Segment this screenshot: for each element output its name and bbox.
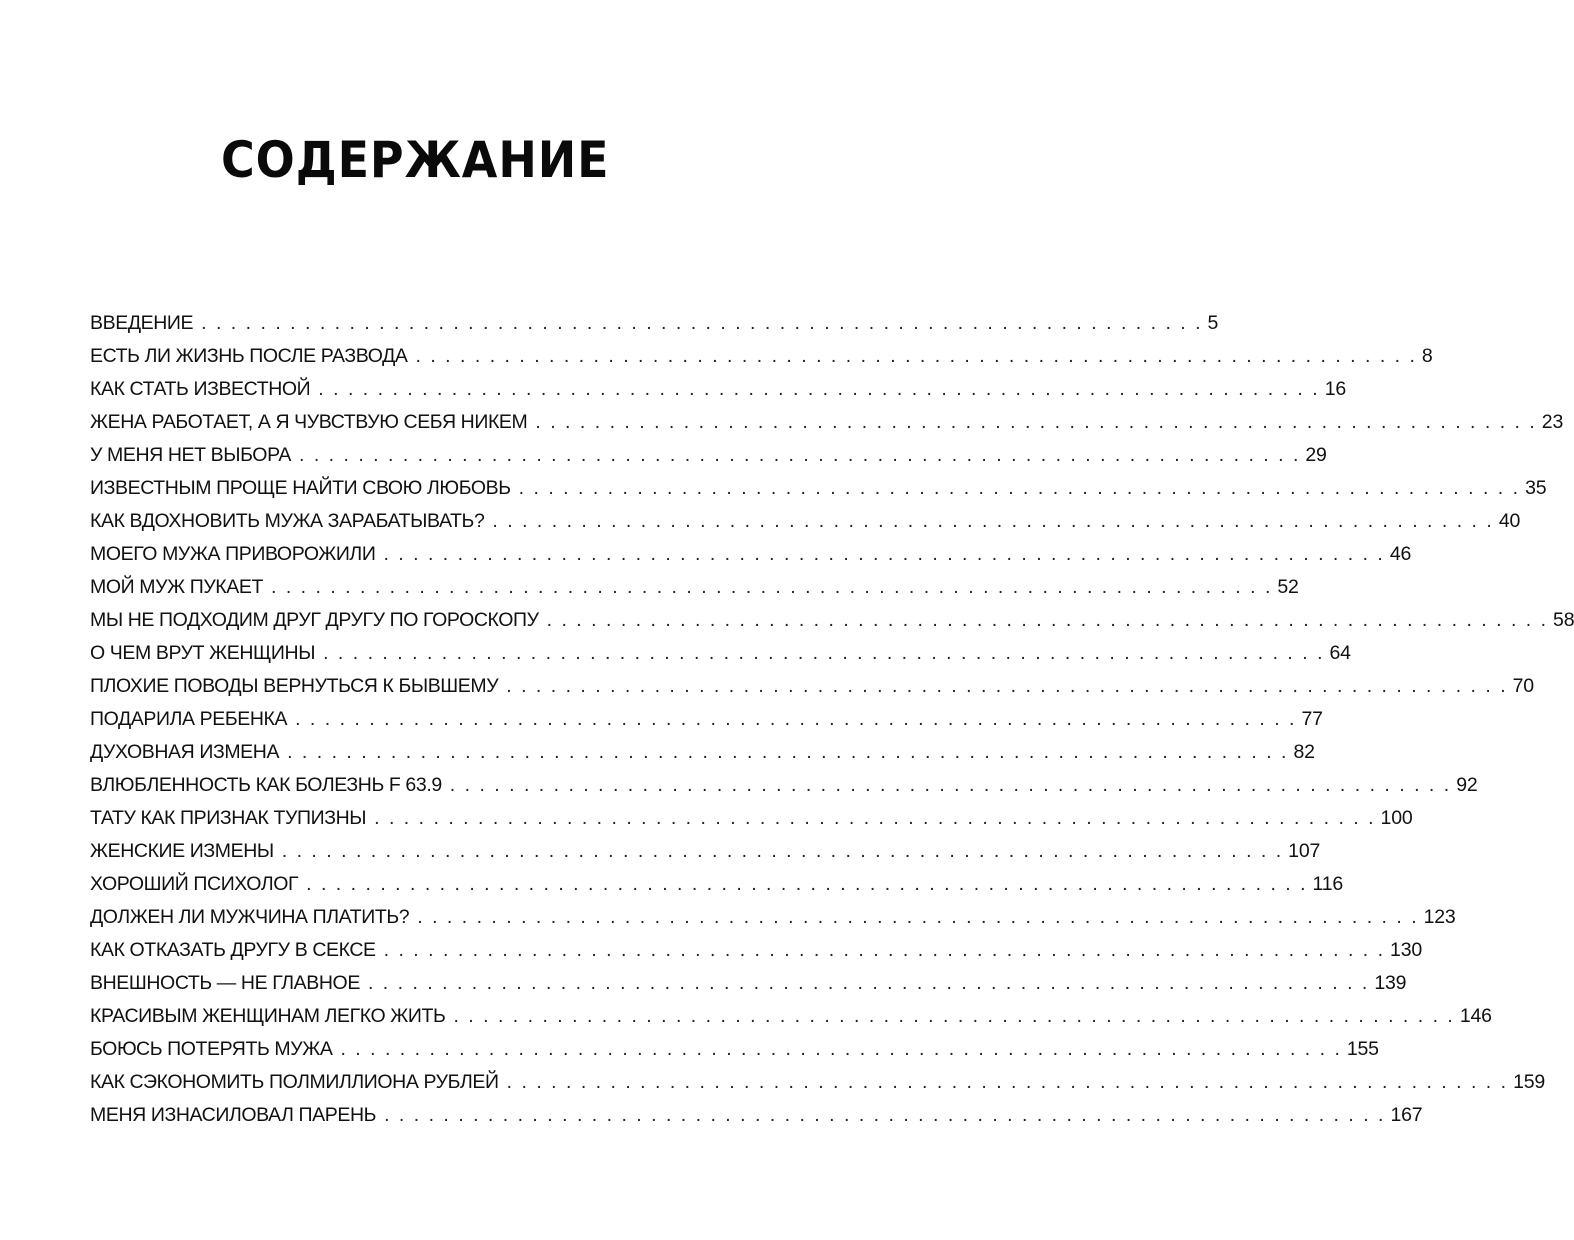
toc-page-number: 155 [1346, 1038, 1379, 1060]
toc-page-number: 40 [1498, 510, 1521, 532]
toc-dot-leader [201, 307, 1201, 340]
toc-dot-leader [374, 802, 1374, 835]
toc-entry[interactable] [90, 835, 1321, 868]
toc-dot-leader [535, 406, 1535, 439]
toc-entry[interactable] [90, 340, 1433, 373]
toc-page-number: 64 [1329, 642, 1351, 664]
page-title: СОДЕРЖАНИЕ [221, 131, 610, 189]
toc-entry-title: У МЕНЯ НЕТ ВЫБОРА [90, 444, 291, 466]
toc-entry-title: ВЛЮБЛЕННОСТЬ КАК БОЛЕЗНЬ F 63.9 [90, 774, 442, 796]
toc-entry[interactable] [90, 868, 1344, 901]
toc-entry[interactable] [90, 1033, 1379, 1066]
toc-entry[interactable] [90, 670, 1534, 703]
toc-entry-title: ПЛОХИЕ ПОВОДЫ ВЕРНУТЬСЯ К БЫВШЕМУ [90, 675, 499, 697]
toc-page-number: 100 [1380, 807, 1413, 829]
toc-dot-leader [295, 703, 1295, 736]
toc-dot-leader [450, 769, 1450, 802]
toc-dot-leader [384, 934, 1384, 967]
toc-dot-leader [417, 901, 1417, 934]
toc-entry-title: ТАТУ КАК ПРИЗНАК ТУПИЗНЫ [90, 807, 367, 829]
toc-entry-title: МЕНЯ ИЗНАСИЛОВАЛ ПАРЕНЬ [90, 1104, 377, 1126]
toc-entry[interactable] [90, 901, 1456, 934]
toc-page-number: 107 [1288, 840, 1321, 862]
toc-page-number: 52 [1277, 576, 1299, 598]
toc-entry-title: БОЮСЬ ПОТЕРЯТЬ МУЖА [90, 1038, 333, 1060]
toc-dot-leader [287, 736, 1287, 769]
toc-entry[interactable] [90, 703, 1323, 736]
toc-entry-title: КАК СЭКОНОМИТЬ ПОЛМИЛЛИОНА РУБЛЕЙ [90, 1071, 499, 1093]
toc-entry[interactable] [90, 307, 1219, 340]
toc-dot-leader [453, 1000, 1453, 1033]
toc-entry-title: ЕСТЬ ЛИ ЖИЗНЬ ПОСЛЕ РАЗВОДА [90, 345, 408, 367]
toc-entry-title: КАК СТАТЬ ИЗВЕСТНОЙ [90, 378, 311, 400]
toc-page-number: 23 [1541, 411, 1564, 433]
toc-dot-leader [299, 439, 1299, 472]
toc-dot-leader [547, 604, 1547, 637]
toc-dot-leader [506, 670, 1506, 703]
toc-page-number: 5 [1207, 312, 1219, 334]
toc-page-number: 70 [1512, 675, 1534, 697]
toc-dot-leader [384, 1099, 1384, 1132]
toc-entry-title: МОЕГО МУЖА ПРИВОРОЖИЛИ [90, 543, 376, 565]
toc-page-number: 159 [1513, 1071, 1545, 1093]
toc-page-number: 82 [1293, 741, 1315, 763]
toc-page-number: 92 [1456, 774, 1478, 796]
toc-entry-title: КРАСИВЫМ ЖЕНЩИНАМ ЛЕГКО ЖИТЬ [90, 1005, 446, 1027]
toc-dot-leader [507, 1066, 1507, 1099]
toc-dot-leader [519, 472, 1519, 505]
toc-entry-title: О ЧЕМ ВРУТ ЖЕНЩИНЫ [90, 642, 316, 664]
toc-page-number: 123 [1423, 906, 1456, 928]
toc-page-number: 46 [1389, 543, 1412, 565]
toc-page-number: 77 [1301, 708, 1323, 730]
toc-dot-leader [306, 868, 1306, 901]
toc-entry[interactable] [90, 1000, 1492, 1033]
toc-entry-title: ПОДАРИЛА РЕБЕНКА [90, 708, 288, 730]
toc-page-number: 116 [1312, 873, 1344, 895]
toc-dot-leader [368, 967, 1368, 1000]
toc-entry[interactable] [90, 967, 1407, 1000]
toc-entry-title: ВВЕДЕНИЕ [90, 312, 194, 334]
toc-entry[interactable] [90, 505, 1521, 538]
toc-page-number: 8 [1421, 345, 1433, 367]
toc-entry[interactable] [90, 472, 1547, 505]
toc-entry[interactable] [90, 373, 1346, 406]
toc-entry[interactable] [90, 934, 1422, 967]
toc-entry-title: ВНЕШНОСТЬ — НЕ ГЛАВНОЕ [90, 972, 360, 994]
toc-dot-leader [323, 637, 1323, 670]
toc-page-number: 130 [1390, 939, 1422, 961]
toc-dot-leader [318, 373, 1318, 406]
toc-entry[interactable] [90, 406, 1564, 439]
toc-entry-title: КАК ОТКАЗАТЬ ДРУГУ В СЕКСЕ [90, 939, 376, 961]
toc-entry-title: ХОРОШИЙ ПСИХОЛОГ [90, 873, 299, 895]
toc-page-number: 58 [1553, 609, 1574, 631]
toc-entry[interactable] [90, 769, 1478, 802]
toc-dot-leader [383, 538, 1383, 571]
toc-entry[interactable] [90, 736, 1315, 769]
toc-entry-title: ИЗВЕСТНЫМ ПРОЩЕ НАЙТИ СВОЮ ЛЮБОВЬ [90, 477, 511, 499]
toc-page-number: 167 [1390, 1104, 1423, 1126]
toc-entry-title: ДОЛЖЕН ЛИ МУЖЧИНА ПЛАТИТЬ? [90, 906, 410, 928]
toc-dot-leader [492, 505, 1492, 538]
toc-entry-title: МОЙ МУЖ ПУКАЕТ [90, 576, 263, 598]
toc-dot-leader [271, 571, 1271, 604]
toc-page-number: 35 [1525, 477, 1547, 499]
toc-entry[interactable] [90, 571, 1299, 604]
toc-entry[interactable] [90, 1066, 1545, 1099]
toc-page-number: 29 [1305, 444, 1327, 466]
toc-entry[interactable] [90, 1099, 1423, 1132]
toc-entry-title: МЫ НЕ ПОДХОДИМ ДРУГ ДРУГУ ПО ГОРОСКОПУ [90, 609, 539, 631]
toc-entry-title: ЖЕНСКИЕ ИЗМЕНЫ [90, 840, 274, 862]
toc-entry-title: КАК ВДОХНОВИТЬ МУЖА ЗАРАБАТЫВАТЬ? [90, 510, 485, 532]
toc-entry[interactable] [90, 802, 1413, 835]
toc-page-number: 139 [1374, 972, 1407, 994]
toc-entry-title: ЖЕНА РАБОТАЕТ, А Я ЧУВСТВУЮ СЕБЯ НИКЕМ [90, 411, 528, 433]
toc-entry-title: ДУХОВНАЯ ИЗМЕНА [90, 741, 280, 763]
toc-dot-leader [416, 340, 1416, 373]
toc-entry[interactable] [90, 604, 1574, 637]
toc-entry[interactable] [90, 637, 1351, 670]
toc-page-number: 16 [1324, 378, 1346, 400]
toc-dot-leader [340, 1033, 1340, 1066]
toc-dot-leader [282, 835, 1282, 868]
toc-page-number: 146 [1459, 1005, 1492, 1027]
table-of-contents [90, 307, 1574, 1132]
toc-entry[interactable] [90, 439, 1327, 472]
toc-entry[interactable] [90, 538, 1412, 571]
